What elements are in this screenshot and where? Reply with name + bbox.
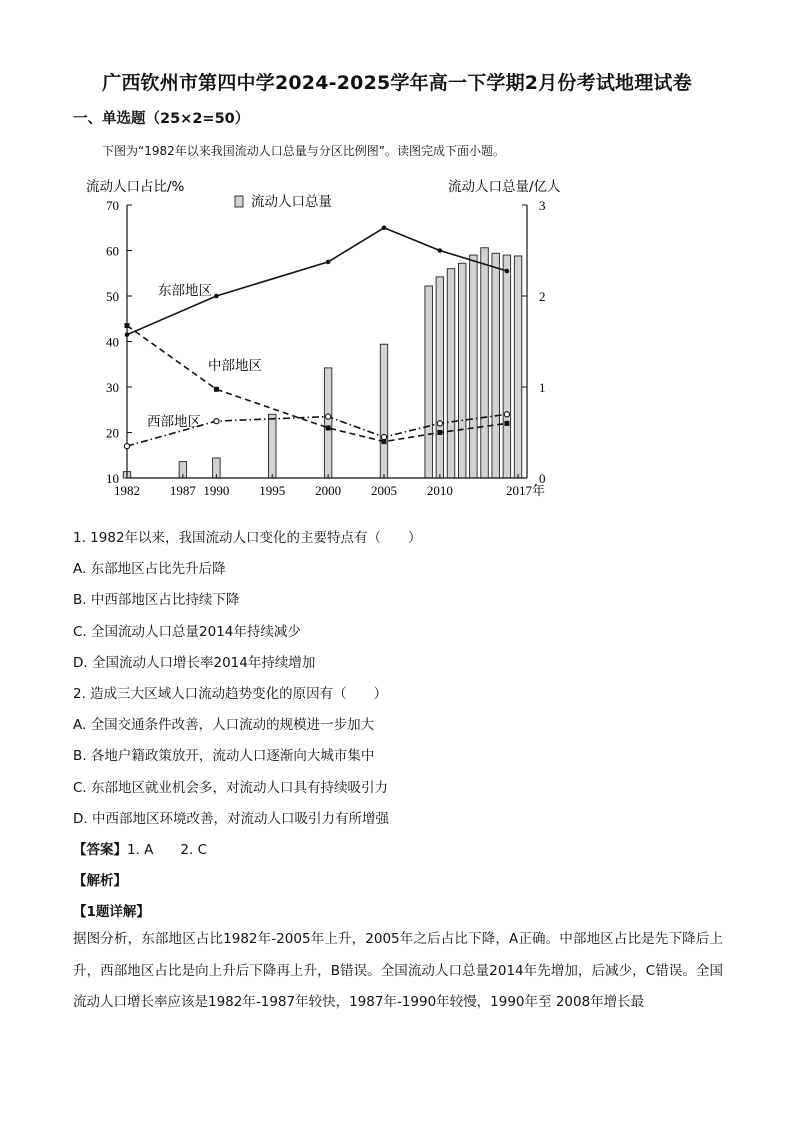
series-point-东部地区 (326, 260, 331, 265)
series-point-中部地区 (214, 387, 219, 392)
bar-2015 (492, 253, 500, 478)
series-point-西部地区 (214, 419, 219, 424)
series-label-西部地区: 西部地区 (147, 414, 201, 430)
question-intro: 下图为“1982年以来我国流动人口总量与分区比例图”。读图完成下面小题。 (102, 144, 505, 158)
bar-2012 (458, 263, 466, 478)
series-point-西部地区 (504, 412, 509, 417)
left-tick-label: 60 (106, 243, 119, 259)
series-point-西部地区 (326, 414, 331, 419)
series-point-中部地区 (437, 430, 442, 435)
right-tick-label: 2 (539, 289, 546, 304)
x-tick-label: 1987 (169, 483, 196, 498)
series-label-中部地区: 中部地区 (208, 358, 262, 374)
detail-tag: 【1题详解】 (73, 904, 150, 920)
left-tick-label: 70 (106, 198, 119, 213)
x-tick-label: 2000 (315, 483, 342, 498)
question-1-option-a: A. 东部地区占比先升后降 (73, 561, 226, 577)
series-point-东部地区 (214, 294, 219, 299)
bar-2000 (324, 368, 332, 478)
question-1-option-d: D. 全国流动人口增长率2014年持续增加 (73, 655, 316, 671)
series-point-东部地区 (438, 248, 443, 253)
answer-text: 1. A 2. C (127, 842, 208, 858)
left-tick-label: 10 (106, 471, 119, 486)
population-chart (72, 170, 562, 500)
bar-2016 (503, 255, 511, 478)
x-tick-label: 2017年 (506, 483, 546, 498)
legend-label: 流动人口总量 (251, 194, 332, 210)
left-tick-label: 40 (106, 334, 119, 350)
answer-tag: 【答案】 (73, 842, 127, 858)
series-point-东部地区 (382, 225, 387, 230)
bar-1995 (269, 414, 277, 478)
question-2-option-a: A. 全国交通条件改善，人口流动的规模进一步加大 (73, 717, 375, 733)
bar-2017 (514, 256, 522, 478)
series-point-西部地区 (124, 444, 129, 449)
series-point-中部地区 (504, 421, 509, 426)
bar-2005 (380, 344, 388, 478)
series-point-东部地区 (505, 269, 510, 274)
section-heading: 一、单选题（25×2=50） (73, 111, 250, 127)
right-axis-label: 流动人口总量/亿人 (448, 179, 561, 195)
question-2-option-d: D. 中西部地区环境改善，对流动人口吸引力有所增强 (73, 811, 389, 827)
legend-swatch (235, 196, 243, 207)
question-1-stem: 1. 1982年以来，我国流动人口变化的主要特点有（ ） (73, 530, 422, 546)
answer-line (73, 838, 207, 858)
x-tick-label: 1990 (203, 483, 230, 498)
question-1-option-b: B. 中西部地区占比持续下降 (73, 592, 240, 608)
series-label-东部地区: 东部地区 (158, 283, 212, 299)
bar-2013 (470, 255, 478, 478)
question-1-option-c: C. 全国流动人口总量2014年持续减少 (73, 624, 301, 640)
left-tick-label: 20 (106, 425, 119, 441)
bar-2014 (481, 248, 489, 478)
bar-2009 (425, 286, 433, 478)
series-point-中部地区 (125, 323, 130, 328)
series-point-西部地区 (437, 421, 442, 426)
x-tick-label: 2010 (426, 483, 453, 498)
bar-2011 (447, 269, 455, 478)
question-2-stem: 2. 造成三大区域人口流动趋势变化的原因有（ ） (73, 686, 388, 702)
question-2-option-c: C. 东部地区就业机会多，对流动人口具有持续吸引力 (73, 780, 389, 796)
x-tick-label: 2005 (370, 483, 397, 498)
detail-paragraph: 据图分析，东部地区占比1982年-2005年上升，2005年之后占比下降，A正确。中部地区占比是先下降后上升，西部地区占比是向上升后下降再上升，B错误。全国流动人口总量2014年先增加，后减少，C错误。全国流动人口增长率应该是1982年-1987年较快，1987年-1990年较慢，1990年至 2008年增长最 (73, 931, 723, 1010)
x-tick-label: 1982 (114, 483, 140, 498)
left-tick-label: 50 (106, 289, 119, 304)
right-tick-label: 3 (539, 198, 546, 213)
left-axis-label: 流动人口占比/% (86, 179, 185, 195)
left-tick-label: 30 (106, 380, 119, 395)
series-point-西部地区 (381, 434, 386, 439)
right-tick-label: 0 (539, 471, 546, 486)
page-title: 广西钦州市第四中学2024-2025学年高一下学期2月份考试地理试卷 (102, 72, 692, 94)
series-point-东部地区 (125, 332, 130, 337)
x-tick-label: 1995 (259, 483, 286, 498)
series-point-中部地区 (326, 425, 331, 430)
question-2-option-b: B. 各地户籍政策放开，流动人口逐渐向大城市集中 (73, 748, 375, 764)
bar-2010 (436, 277, 444, 478)
right-tick-label: 1 (539, 380, 546, 395)
analysis-tag: 【解析】 (73, 873, 127, 889)
